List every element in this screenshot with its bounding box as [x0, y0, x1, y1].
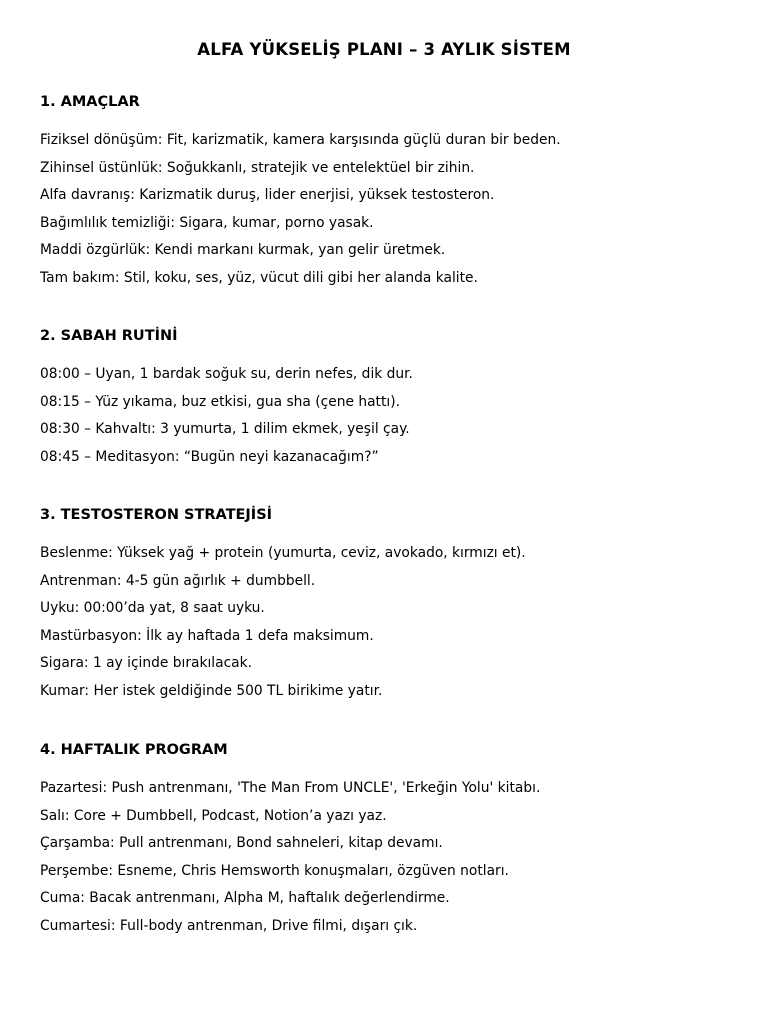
section-heading: 4. HAFTALIK PROGRAM — [40, 742, 228, 758]
list-item: Fiziksel dönüşüm: Fit, karizmatik, kamera karşısında güçlü duran bir beden. — [40, 132, 561, 148]
list-item: Bağımlılık temizliği: Sigara, kumar, porno yasak. — [40, 214, 374, 231]
list-item: Tam bakım: Stil, koku, ses, yüz, vücut dili gibi her alanda kalite. — [40, 269, 478, 286]
list-item: Pazartesi: Push antrenmanı, 'The Man From UNCLE', 'Erkeğin Yolu' kitabı. — [40, 780, 541, 796]
list-item: Salı: Core + Dumbbell, Podcast, Notion’a yazı yaz. — [40, 807, 387, 824]
list-item: 08:45 – Meditasyon: “Bugün neyi kazanacağım?” — [40, 448, 379, 465]
section-heading: 1. AMAÇLAR — [40, 94, 140, 110]
list-item: 08:00 – Uyan, 1 bardak soğuk su, derin nefes, dik dur. — [40, 366, 413, 382]
list-item: Cuma: Bacak antrenmanı, Alpha M, haftalık değerlendirme. — [40, 890, 450, 907]
section-items — [40, 543, 740, 709]
list-item: Zihinsel üstünlük: Soğukkanlı, stratejik ve entelektüel bir zihin. — [40, 159, 475, 176]
list-item: 08:15 – Yüz yıkama, buz etkisi, gua sha (çene hattı). — [40, 393, 400, 410]
list-item: Alfa davranış: Karizmatik duruş, lider enerjisi, yüksek testosteron. — [40, 187, 495, 204]
list-item: Sigara: 1 ay içinde bırakılacak. — [40, 655, 253, 672]
list-item: Mastürbasyon: İlk ay haftada 1 defa maksimum. — [40, 627, 374, 644]
section-heading: 2. SABAH RUTİNİ — [40, 328, 178, 344]
section-morning-routine — [40, 326, 740, 474]
list-item: Antrenman: 4-5 gün ağırlık + dumbbell. — [40, 572, 316, 589]
list-item: Kumar: Her istek geldiğinde 500 TL birikime yatır. — [40, 682, 383, 699]
list-item: Çarşamba: Pull antrenmanı, Bond sahneleri, kitap devamı. — [40, 835, 443, 852]
list-item: Beslenme: Yüksek yağ + protein (yumurta, ceviz, avokado, kırmızı et). — [40, 545, 526, 561]
document-title: ALFA YÜKSELİŞ PLANI – 3 AYLIK SİSTEM — [197, 40, 571, 59]
section-items — [40, 364, 740, 474]
list-item: Perşembe: Esneme, Chris Hemsworth konuşmaları, özgüven notları. — [40, 862, 509, 879]
list-item: Cumartesi: Full-body antrenman, Drive filmi, dışarı çık. — [40, 917, 418, 934]
section-goals — [40, 92, 740, 296]
list-item: 08:30 – Kahvaltı: 3 yumurta, 1 dilim ekmek, yeşil çay. — [40, 421, 410, 438]
section-items — [40, 778, 740, 944]
section-testosterone-strategy — [40, 505, 740, 709]
list-item: Uyku: 00:00’da yat, 8 saat uyku. — [40, 600, 265, 617]
section-items — [40, 130, 740, 296]
section-weekly-program — [40, 740, 740, 944]
section-heading: 3. TESTOSTERON STRATEJİSİ — [40, 507, 273, 523]
list-item: Maddi özgürlük: Kendi markanı kurmak, yan gelir üretmek. — [40, 242, 446, 259]
